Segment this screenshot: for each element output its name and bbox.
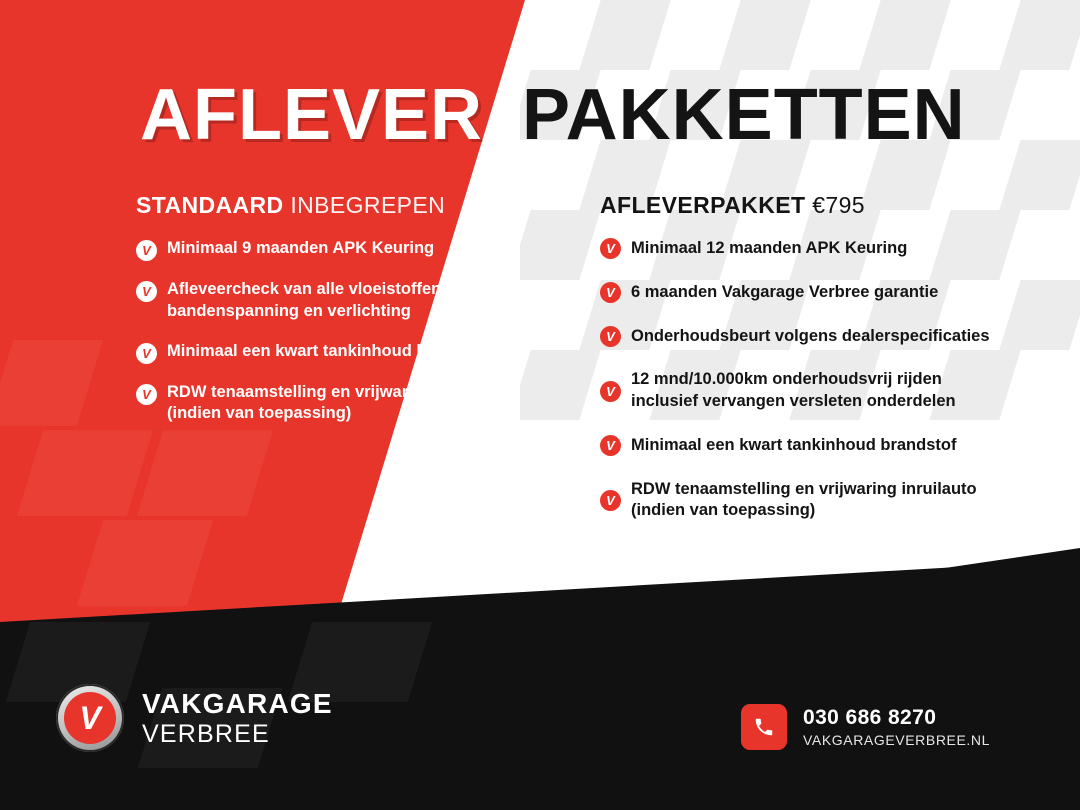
list-item (136, 279, 536, 323)
checker-square (999, 0, 1080, 70)
list-item (600, 238, 1000, 260)
page-title (0, 72, 1080, 158)
check-circle-icon: V (600, 381, 621, 402)
logo-line-two: VERBREE (142, 719, 270, 748)
check-circle-icon: V (136, 281, 157, 302)
check-circle-icon: V (600, 238, 621, 259)
check-circle-icon: V (600, 282, 621, 303)
left-column-heading (136, 192, 445, 219)
list-item (136, 382, 536, 426)
list-item-label: Minimaal een kwart tankinhoud brandstof (631, 435, 957, 454)
phone-icon (741, 704, 787, 750)
checker-square (999, 280, 1080, 350)
check-circle-icon: V (600, 326, 621, 347)
list-item (136, 238, 536, 261)
title-part-two: PAKKETTEN (522, 75, 966, 155)
logo-badge-icon (56, 684, 124, 752)
list-item (136, 341, 536, 364)
logo-mark: V (64, 692, 116, 744)
standard-included-list (136, 238, 536, 443)
contact-text (803, 705, 990, 749)
right-heading-strong: AFLEVERPAKKET (600, 192, 806, 218)
contact-block[interactable] (741, 704, 990, 750)
list-item (600, 435, 1000, 457)
list-item-label: RDW tenaamstelling en vrijwaring inruilauto (indien van toepassing) (631, 479, 977, 520)
list-item-label: Onderhoudsbeurt volgens dealerspecificaties (631, 326, 990, 345)
delivery-package-list (600, 238, 1000, 544)
list-item (600, 326, 1000, 348)
logo-text (142, 688, 333, 749)
list-item (600, 369, 1000, 413)
checker-square (859, 0, 950, 70)
list-item-label: 6 maanden Vakgarage Verbree garantie (631, 282, 939, 301)
decor-square (77, 520, 213, 606)
check-circle-icon: V (600, 490, 621, 511)
left-heading-strong: STANDAARD (136, 192, 284, 218)
brand-logo (56, 684, 333, 752)
right-heading-price: €795 (812, 192, 865, 218)
check-circle-icon: V (600, 435, 621, 456)
title-part-one: AFLEVER (140, 75, 484, 155)
list-item-label: Minimaal een kwart tankinhoud brandstof (167, 341, 493, 360)
list-item-label: Afleveercheck van alle vloeistoffen, bandenspanning en verlichting (167, 280, 446, 320)
check-circle-icon: V (136, 343, 157, 364)
logo-line-one: VAKGARAGE (142, 687, 333, 719)
phone-number[interactable]: 030 686 8270 (803, 705, 937, 729)
list-item (600, 479, 1000, 523)
right-column-heading (600, 192, 865, 219)
left-heading-light: INBEGREPEN (290, 192, 446, 218)
list-item-label: Minimaal 9 maanden APK Keuring (167, 239, 435, 257)
list-item-label: 12 mnd/10.000km onderhoudsvrij rijden inclusief vervangen versleten onderdelen (631, 370, 956, 411)
checker-square (719, 0, 810, 70)
website-url[interactable]: VAKGARAGEVERBREE.NL (803, 732, 990, 749)
check-circle-icon: V (136, 240, 157, 261)
decor-square (0, 340, 103, 426)
list-item-label: Minimaal 12 maanden APK Keuring (631, 239, 908, 257)
checker-square (579, 0, 670, 70)
check-circle-icon: V (136, 384, 157, 405)
list-item (600, 282, 1000, 304)
list-item-label: RDW tenaamstelling en vrijwaring inruilauto (indien van toepassing) (167, 382, 513, 423)
decor-square (17, 430, 153, 516)
